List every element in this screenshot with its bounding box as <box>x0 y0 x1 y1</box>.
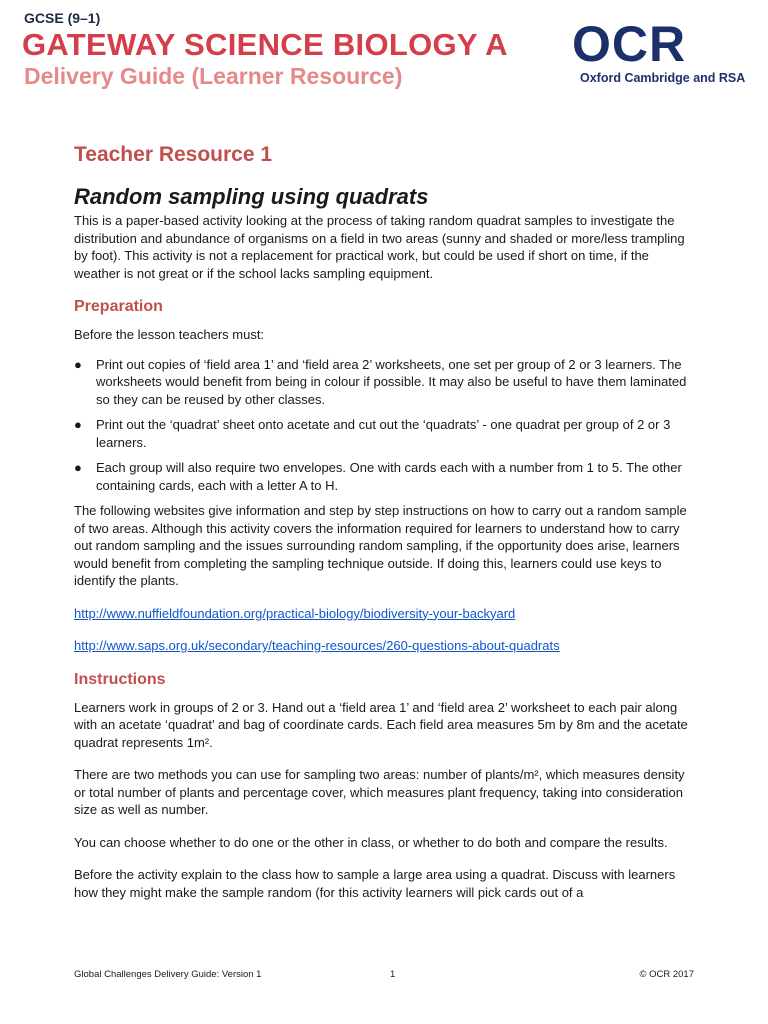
qualification-label: GCSE (9–1) <box>24 10 101 26</box>
list-item <box>74 356 694 409</box>
page-header <box>0 0 768 100</box>
footer-guide-version: Global Challenges Delivery Guide: Version 1 <box>74 969 262 980</box>
series-title: GATEWAY SCIENCE BIOLOGY A <box>22 27 508 62</box>
instructions-heading: Instructions <box>74 670 166 688</box>
resource-title: Teacher Resource 1 <box>74 143 273 166</box>
list-item <box>74 459 694 494</box>
logo-wordmark: OCR <box>572 16 687 72</box>
list-item-text: Print out copies of ‘field area 1’ and ‘field area 2’ worksheets, one set per group of 2 or 3 learners. The worksheets would benefit from being in colour if possible. It may also be useful to have them laminated so they can be reused by other classes. <box>96 356 687 407</box>
page-number: 1 <box>390 969 396 980</box>
list-item-text: Each group will also require two envelopes. One with cards each with a number from 1 to 5. The other containing cards, each with a letter A to H. <box>96 460 682 493</box>
list-item <box>74 416 694 451</box>
guide-title: Delivery Guide (Learner Resource) <box>24 63 403 89</box>
ocr-logo <box>572 16 746 90</box>
websites-paragraph: The following websites give information and step by step instructions on how to carry out a random sample of two areas. Although this activity covers the information required for learners to understand how to carry out random sampling and the issues surrounding random sampling, if the opportunity does arise, learners would benefit from completing the sampling technique outside. If doing this, learners could use keys to identify the plants. <box>74 503 687 588</box>
document-body <box>74 138 694 901</box>
bullet-icon: ● <box>74 460 82 475</box>
nuffield-link[interactable]: http://www.nuffieldfoundation.org/practical-biology/biodiversity-your-backyard <box>74 605 516 621</box>
instructions-paragraph-2: There are two methods you can use for sampling two areas: number of plants/m², which measures density or total number of plants and percentage cover, which measures plant frequency, taking into consideration size as well as number. <box>74 767 685 817</box>
instructions-paragraph-4: Before the activity explain to the class how to sample a large area using a quadrat. Discuss with learners how they might make the sample random (for this activity learners will pick cards out of a <box>74 867 676 900</box>
instructions-paragraph-3: You can choose whether to do one or the other in class, or whether to do both and compare the results. <box>74 834 668 850</box>
preparation-lead: Before the lesson teachers must: <box>74 327 265 342</box>
preparation-heading: Preparation <box>74 298 163 315</box>
bullet-icon: ● <box>74 356 82 372</box>
instructions-paragraph-1: Learners work in groups of 2 or 3. Hand out a ‘field area 1’ and ‘field area 2’ worksheet to each pair along with an acetate ‘quadrat’ and bag of coordinate cards. Each field area measures 5m by 8m and the acetate quadrat represents 1m². <box>74 699 688 750</box>
list-item-text: Print out the ‘quadrat’ sheet onto acetate and cut out the ‘quadrats’ - one quadrat per group of 2 or 3 learners. <box>96 417 671 450</box>
saps-link[interactable]: http://www.saps.org.uk/secondary/teaching-resources/260-questions-about-quadrats <box>74 638 560 653</box>
bullet-icon: ● <box>74 417 82 432</box>
preparation-list <box>74 356 694 495</box>
activity-title: Random sampling using quadrats <box>74 184 429 209</box>
footer-copyright: © OCR 2017 <box>639 969 694 980</box>
intro-paragraph: This is a paper-based activity looking at the process of taking random quadrat samples to investigate the distribution and abundance of organisms on a field in two areas (sunny and shaded or more/less trampling by foot). This activity is not a replacement for practical work, but could be used if short on time, if the weather is not great or if the school lacks sampling equipment. <box>74 213 685 281</box>
logo-subtitle: Oxford Cambridge and RSA <box>580 71 746 85</box>
